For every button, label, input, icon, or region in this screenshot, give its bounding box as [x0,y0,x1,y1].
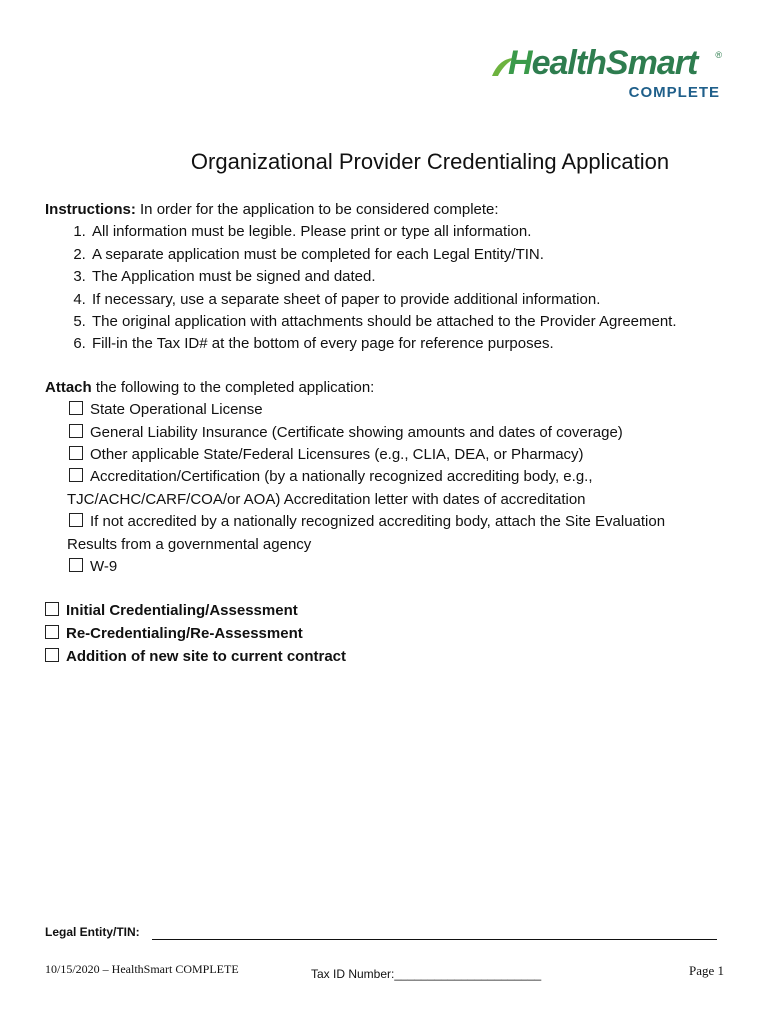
checkbox[interactable] [45,625,59,639]
attach-item-label: State Operational License [90,401,263,419]
attach-item-accreditation-cont [45,489,725,511]
checkbox[interactable] [69,446,83,460]
credentialing-type-section [45,600,725,669]
attach-item-site-evaluation-cont [45,534,725,556]
checkbox[interactable] [45,648,59,662]
attach-item-site-evaluation[interactable] [45,511,725,533]
option-new-site[interactable] [45,646,725,669]
instructions-intro-text: In order for the application to be considered complete: [135,201,499,218]
attach-item-label: General Liability Insurance (Certificate showing amounts and dates of coverage) [90,423,623,441]
instruction-item: 5. The original application with attachments should be attached to the Provider Agreement. [90,311,725,333]
checkbox[interactable] [69,424,83,438]
footer-date-org: 10/15/2020 – HealthSmart COMPLETE [45,962,239,976]
registered-mark: ® [715,50,722,60]
attach-item-label: TJC/ACHC/CARF/COA/or AOA) Accreditation letter with dates of accreditation [67,490,586,508]
instruction-item: 3. The Application must be signed and dated. [90,266,725,288]
option-label: Re-Credentialing/Re-Assessment [66,624,303,642]
attach-item-w9[interactable] [45,556,725,578]
option-label: Addition of new site to current contract [66,647,347,665]
checkbox[interactable] [45,602,59,616]
footer-page-number: Page 1 [688,963,724,978]
instructions-intro [45,199,725,221]
attach-intro-text: the following to the completed application: [91,378,375,396]
attach-item-other-licensures[interactable] [45,444,725,466]
attach-item-state-license[interactable] [45,399,725,421]
legal-entity-label: Legal Entity/TIN: [45,925,140,939]
instruction-item: 1. All information must be legible. Please print or type all information. [90,221,725,243]
attach-section [45,377,725,579]
healthsmart-logo [490,44,722,104]
checkbox[interactable] [69,401,83,415]
attach-item-label: Other applicable State/Federal Licensures (e.g., CLIA, DEA, or Pharmacy) [90,446,584,464]
checkbox[interactable] [69,468,83,482]
option-initial-credentialing[interactable] [45,600,725,623]
logo-subtitle: COMPLETE [628,84,720,101]
instruction-item: 6. Fill-in the Tax ID# at the bottom of every page for reference purposes. [90,333,725,355]
footer-tax-id[interactable]: Tax ID Number:______________________ [311,967,542,981]
attach-item-liability-insurance[interactable] [45,422,725,444]
instructions-list [45,221,725,355]
instruction-item: 4. If necessary, use a separate sheet of paper to provide additional information. [90,289,725,311]
checkbox[interactable] [69,558,83,572]
instruction-item: 2. A separate application must be completed for each Legal Entity/TIN. [90,244,725,266]
option-label: Initial Credentialing/Assessment [66,601,298,619]
attach-intro [45,377,725,399]
document-body [45,199,725,669]
logo-wordmark: HealthSmart [508,44,698,82]
attach-item-label: Results from a governmental agency [67,535,312,553]
attach-item-accreditation[interactable] [45,466,725,488]
checkbox[interactable] [69,513,83,527]
attach-label: Attach [45,378,92,396]
page-title: Organizational Provider Credentialing Application [190,149,670,174]
attach-item-label: If not accredited by a nationally recognized accrediting body, attach the Site Evaluation [90,513,666,531]
option-re-credentialing[interactable] [45,623,725,646]
attach-item-label: W-9 [90,558,118,576]
legal-entity-input-line[interactable] [152,939,717,940]
attach-item-label: Accreditation/Certification (by a nationally recognized accrediting body, e.g., [90,468,593,486]
instructions-label: Instructions: [45,201,136,218]
